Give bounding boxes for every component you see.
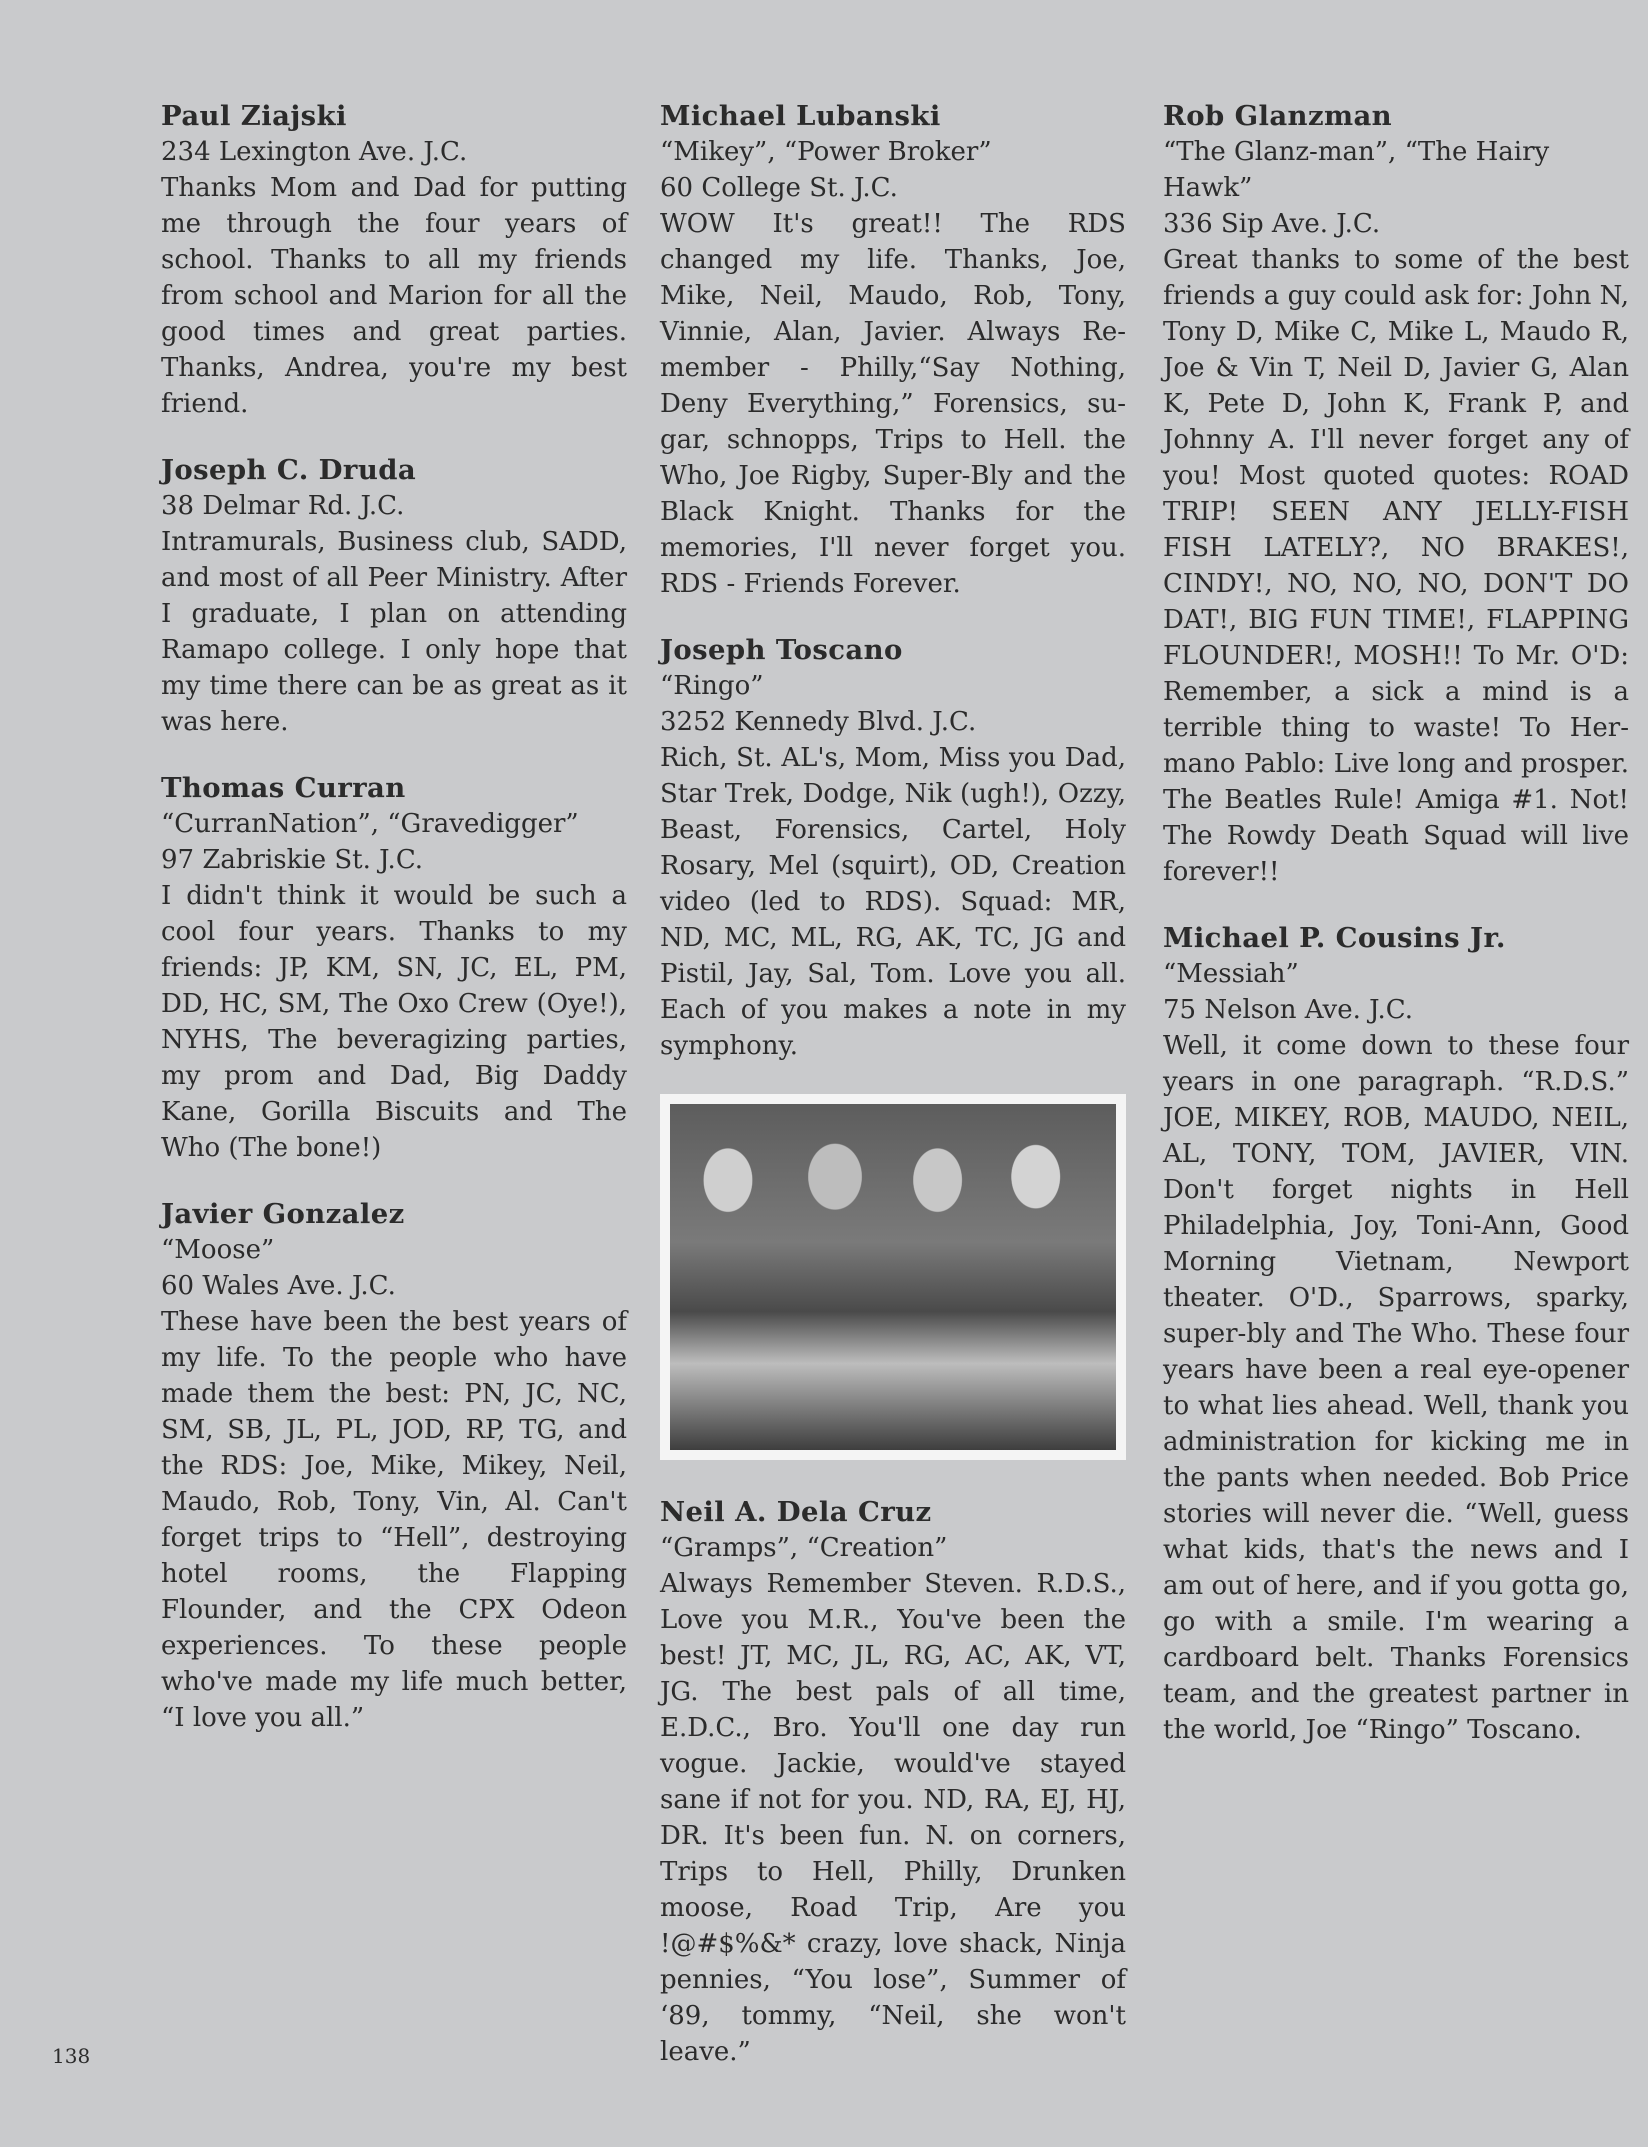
senior-name: Joseph Toscano bbox=[660, 634, 903, 666]
senior-message: Rich, St. AL's, Mom, Miss you Dad, Star Trek, Dodge, Nik (ugh!), Ozzy, Beast, Forensics, Cartel, Holy Rosary, Mel (squirt), OD, Creation video (led to RDS). Squad: MR, ND, MC, ML, RG, AK, TC, JG and Pistil, Jay, Sal, Tom. Love you all. Each of you makes a note in my symphony. bbox=[660, 743, 1126, 1061]
senior-info-line: 3252 Kennedy Blvd. J.C. bbox=[660, 707, 977, 737]
senior-entry bbox=[660, 1494, 1126, 2070]
senior-entry bbox=[1163, 920, 1629, 1748]
senior-message: These have been the best years of my life. To the people who have made them the best: PN, JC, NC, SM, SB, JL, PL, JOD, RP, TG, and the RDS: Joe, Mike, Mikey, Neil, Maudo, Rob, Tony, Vin, Al. Can't forget trips to “Hell”, destroying hotel rooms, the Flapping Flounder, and the CPX Odeon experiences. To these people who've made my life much better, “I love you all.” bbox=[161, 1307, 627, 1733]
senior-entry bbox=[161, 1196, 627, 1736]
senior-info-line: “Mikey”, “Power Broker” bbox=[660, 137, 992, 167]
column-3 bbox=[1163, 98, 1629, 1778]
senior-info-line: “Messiah” bbox=[1163, 959, 1299, 989]
senior-info-line: “CurranNation”, “Gravedigger” bbox=[161, 809, 579, 839]
senior-entry bbox=[660, 632, 1126, 1064]
senior-message: I didn't think it would be such a cool four years. Thanks to my friends: JP, KM, SN, JC, EL, PM, DD, HC, SM, The Oxo Crew (Oye!), NYHS, The beveragizing parties, my prom and Dad, Big Daddy Kane, Gorilla Biscuits and The Who (The bone!) bbox=[161, 881, 627, 1163]
senior-name: Javier Gonzalez bbox=[161, 1198, 405, 1230]
senior-info-line: “Gramps”, “Creation” bbox=[660, 1533, 948, 1563]
senior-entry bbox=[1163, 98, 1629, 890]
senior-message: WOW It's great!! The RDS changed my life. Thanks, Joe, Mike, Neil, Maudo, Rob, Tony, Vinnie, Alan, Javier. Always Remember - Philly,“Say Nothing, Deny Everything,” Forensics, sugar, schnopps, Trips to Hell. the Who, Joe Rigby, Super-Bly and the Black Knight. Thanks for the memories, I'll never forget you. RDS - Friends Forever. bbox=[660, 209, 1126, 599]
senior-info-line: “The Glanz-man”, “The Hairy Hawk” bbox=[1163, 137, 1550, 203]
senior-info-line: “Ringo” bbox=[660, 671, 764, 701]
senior-message: Great thanks to some of the best friends a guy could ask for: John N, Tony D, Mike C, Mike L, Maudo R, Joe & Vin T, Neil D, Javier G, Alan K, Pete D, John K, Frank P, and Johnny A. I'll never forget any of you! Most quoted quotes: ROAD TRIP! SEEN ANY JELLY-FISH FISH LATELY?, NO BRAKES!, CINDY!, NO, NO, NO, DON'T DO DAT!, BIG FUN TIME!, FLAPPING FLOUNDER!, MOSH!! To Mr. O'D: Remember, a sick a mind is a terrible thing to waste! To Hermano Pablo: Live long and prosper. The Beatles Rule! Amiga #1. Not! The Rowdy Death Squad will live forever!! bbox=[1163, 245, 1629, 887]
senior-info-line: “Moose” bbox=[161, 1235, 275, 1265]
senior-name: Thomas Curran bbox=[161, 772, 406, 804]
senior-name: Michael Lubanski bbox=[660, 100, 941, 132]
page-number: 138 bbox=[52, 2044, 91, 2068]
senior-info-line: 60 College St. J.C. bbox=[660, 173, 898, 203]
senior-info-line: 336 Sip Ave. J.C. bbox=[1163, 209, 1381, 239]
senior-entry bbox=[161, 770, 627, 1166]
group-photo bbox=[660, 1094, 1126, 1460]
senior-entry bbox=[161, 452, 627, 740]
senior-info-line: 97 Zabriskie St. J.C. bbox=[161, 845, 424, 875]
senior-entry bbox=[660, 98, 1126, 602]
senior-name: Rob Glanzman bbox=[1163, 100, 1393, 132]
group-photo-image bbox=[670, 1104, 1116, 1450]
senior-name: Neil A. Dela Cruz bbox=[660, 1496, 932, 1528]
senior-info-line: 75 Nelson Ave. J.C. bbox=[1163, 995, 1414, 1025]
column-2 bbox=[660, 98, 1126, 2100]
column-1 bbox=[161, 98, 627, 1766]
senior-entry bbox=[161, 98, 627, 422]
senior-name: Paul Ziajski bbox=[161, 100, 347, 132]
senior-info-line: 234 Lexington Ave. J.C. bbox=[161, 137, 468, 167]
senior-message: Intramurals, Business club, SADD, and most of all Peer Ministry. After I graduate, I plan on attending Ramapo college. I only hope that my time there can be as great as it was here. bbox=[161, 527, 627, 737]
senior-message: Always Remember Steven. R.D.S., Love you M.R., You've been the best! JT, MC, JL, RG, AC, AK, VT, JG. The best pals of all time, E.D.C., Bro. You'll one day run vogue. Jackie, would've stayed sane if not for you. ND, RA, EJ, HJ, DR. It's been fun. N. on corners, Trips to Hell, Philly, Drunken moose, Road Trip, Are you !@#$%&* crazy, love shack, Ninja pennies, “You lose”, Summer of ‘89, tommy, “Neil, she won't leave.” bbox=[660, 1569, 1126, 2067]
senior-message: Well, it come down to these four years in one paragraph. “R.D.S.” JOE, MIKEY, ROB, MAUDO, NEIL, AL, TONY, TOM, JAVIER, VIN. Don't forget nights in Hell Philadelphia, Joy, Toni-Ann, Good Morning Vietnam, Newport theater. O'D., Sparrows, sparky, super-bly and The Who. These four years have been a real eye-opener to what lies ahead. Well, thank you administration for kicking me in the pants when needed. Bob Price stories will never die. “Well, guess what kids, that's the news and I am out of here, and if you gotta go, go with a smile. I'm wearing a cardboard belt. Thanks Forensics team, and the greatest partner in the world, Joe “Ringo” Toscano. bbox=[1163, 1031, 1629, 1745]
senior-info-line: 60 Wales Ave. J.C. bbox=[161, 1271, 396, 1301]
senior-name: Joseph C. Druda bbox=[161, 454, 417, 486]
senior-info-line: 38 Delmar Rd. J.C. bbox=[161, 491, 405, 521]
senior-message: Thanks Mom and Dad for putting me through the four years of school. Thanks to all my friends from school and Marion for all the good times and great parties. Thanks, Andrea, you're my best friend. bbox=[161, 173, 627, 419]
senior-name: Michael P. Cousins Jr. bbox=[1163, 922, 1506, 954]
